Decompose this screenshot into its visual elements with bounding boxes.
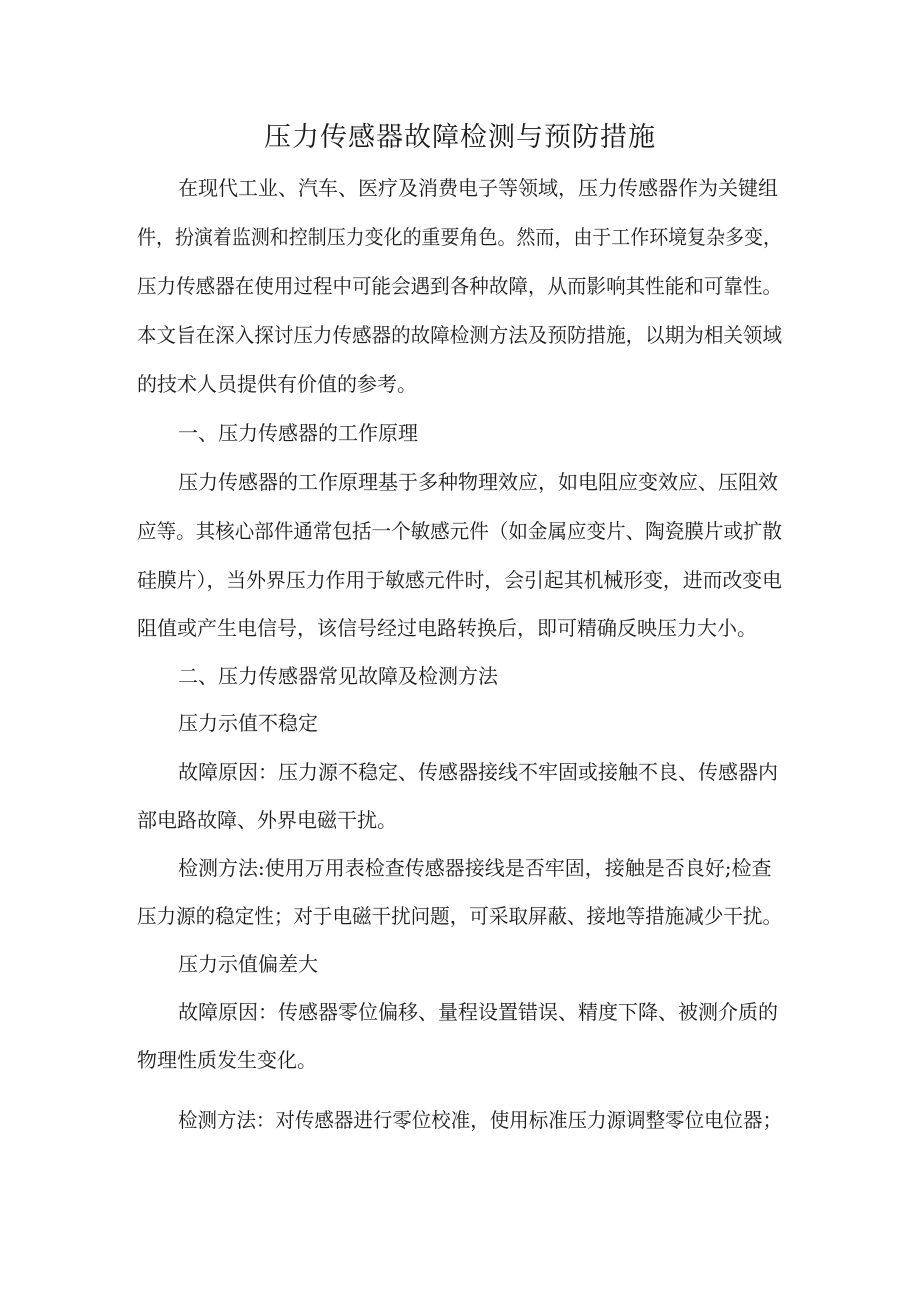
intro-line-5: 的技术人员提供有价值的参考。 bbox=[137, 372, 417, 396]
fault-1-title: 压力示值不稳定 bbox=[178, 711, 318, 735]
fault-2-method-line-1: 检测方法：对传感器进行零位校准，使用标准压力源调整零位电位器； bbox=[178, 1108, 782, 1132]
fault-1-cause-line-1: 故障原因：压力源不稳定、传感器接线不牢固或接触不良、传感器内 bbox=[178, 760, 778, 784]
intro-line-3: 压力传感器在使用过程中可能会遇到各种故障，从而影响其性能和可靠性。 bbox=[137, 274, 782, 298]
section-1-line-3: 硅膜片），当外界压力作用于敏感元件时，会引起其机械形变，进而改变电 bbox=[137, 568, 782, 592]
fault-1-method-line-2: 压力源的稳定性；对于电磁干扰问题，可采取屏蔽、接地等措施减少干扰。 bbox=[137, 904, 782, 928]
section-2-heading: 二、压力传感器常见故障及检测方法 bbox=[178, 664, 498, 688]
intro-line-1: 在现代工业、汽车、医疗及消费电子等领域，压力传感器作为关键组 bbox=[178, 176, 778, 200]
fault-2-cause-line-1: 故障原因：传感器零位偏移、量程设置错误、精度下降、被测介质的 bbox=[178, 1000, 778, 1024]
document-title: 压力传感器故障检测与预防措施 bbox=[264, 122, 656, 153]
section-1-line-4: 阻值或产生电信号，该信号经过电路转换后，即可精确反映压力大小。 bbox=[137, 616, 757, 640]
section-1-heading: 一、压力传感器的工作原理 bbox=[178, 421, 418, 445]
intro-line-2: 件，扮演着监测和控制压力变化的重要角色。然而，由于工作环境复杂多变， bbox=[137, 225, 782, 249]
fault-2-title: 压力示值偏差大 bbox=[178, 952, 318, 976]
fault-2-cause-line-2: 物理性质发生变化。 bbox=[137, 1048, 317, 1072]
section-1-line-2: 应等。其核心部件通常包括一个敏感元件（如金属应变片、陶瓷膜片或扩散 bbox=[137, 519, 782, 543]
fault-1-method-line-1: 检测方法:使用万用表检查传感器接线是否牢固，接触是否良好;检查 bbox=[178, 856, 772, 880]
section-1-line-1: 压力传感器的工作原理基于多种物理效应，如电阻应变效应、压阻效 bbox=[178, 470, 778, 494]
fault-1-cause-line-2: 部电路故障、外界电磁干扰。 bbox=[137, 808, 397, 832]
intro-line-4: 本文旨在深入探讨压力传感器的故障检测方法及预防措施，以期为相关领域 bbox=[137, 323, 782, 347]
